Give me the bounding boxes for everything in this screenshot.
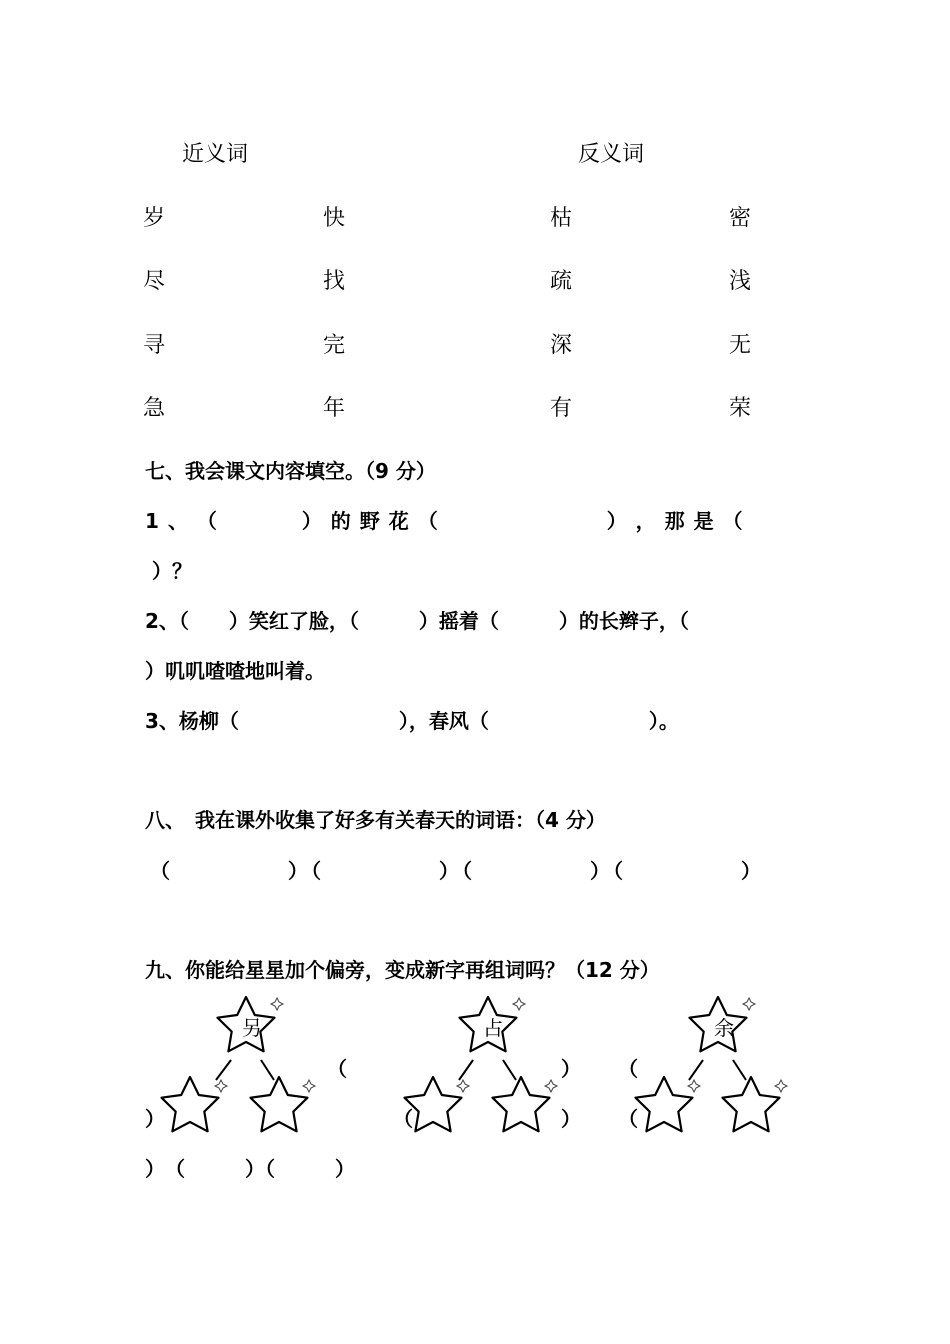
section9-bottom-blanks: ） （ ）（ ） xyxy=(145,1157,355,1181)
star-diagram-1 xyxy=(162,997,316,1131)
star-icon xyxy=(251,1077,308,1131)
star-icon xyxy=(493,1077,550,1131)
answer-paren-close: ） xyxy=(145,1107,165,1131)
branch-line xyxy=(261,1060,274,1080)
branch-line xyxy=(733,1060,746,1080)
star-icon xyxy=(162,1077,219,1131)
antonym-word: 荣 xyxy=(729,396,752,421)
star-character: 余 xyxy=(714,1016,734,1040)
sparkle-icon xyxy=(545,1080,557,1092)
section7-title: 七、我会课文内容填空。（9 分） xyxy=(145,459,436,483)
antonym-header: 反义词 xyxy=(578,142,645,167)
branch-line xyxy=(689,1060,703,1080)
star-diagram-2 xyxy=(405,997,558,1131)
answer-paren-open: （ xyxy=(618,1107,638,1131)
section9-title: 九、你能给星星加个偏旁，变成新字再组词吗？（12 分） xyxy=(145,958,660,982)
antonym-word: 枯 xyxy=(550,206,573,231)
sparkle-icon xyxy=(271,998,283,1010)
answer-paren-open: （ xyxy=(327,1057,347,1081)
question-3-line: 3、杨柳（ ），春风（ ）。 xyxy=(145,709,679,733)
section8-blanks: （ ）（ ）（ ）（ ） xyxy=(150,859,764,883)
question-2-line-2: ）叽叽喳喳地叫着。 xyxy=(145,659,325,683)
question-1-line-2: ）？ xyxy=(152,559,192,583)
star-character: 另 xyxy=(242,1016,262,1040)
antonym-word: 浅 xyxy=(729,269,752,294)
question-2-line-1: 2、（ ）笑红了脸，（ ）摇着（ ）的长辫子，（ xyxy=(145,609,689,633)
synonym-word: 寻 xyxy=(143,333,166,358)
sparkle-icon xyxy=(215,1080,227,1092)
answer-paren-open: （ xyxy=(618,1057,638,1081)
synonym-word: 岁 xyxy=(143,206,166,231)
synonym-word: 年 xyxy=(323,396,346,421)
synonym-word: 完 xyxy=(323,333,346,358)
sparkle-icon xyxy=(775,1080,787,1092)
antonym-word: 深 xyxy=(550,333,573,358)
star-character: 占 xyxy=(483,1016,503,1040)
star-diagram-3 xyxy=(636,997,788,1131)
sparkle-icon xyxy=(513,998,525,1010)
sparkle-icon xyxy=(743,998,755,1010)
synonym-word: 急 xyxy=(143,396,166,421)
section8-title: 八、 我在课外收集了好多有关春天的词语：（4 分） xyxy=(145,808,606,832)
answer-paren-close: ） xyxy=(561,1107,581,1131)
branch-line xyxy=(216,1060,231,1080)
synonym-word: 找 xyxy=(323,269,346,294)
question-1-line-1: 1 、 （ ） 的 野 花 （ ） ， 那 是 （ xyxy=(145,509,744,533)
antonym-word: 密 xyxy=(729,206,752,231)
star-icon xyxy=(405,1077,462,1131)
star-icon xyxy=(723,1077,780,1131)
answer-paren-close: ） xyxy=(561,1057,581,1081)
star-icon xyxy=(636,1077,693,1131)
branch-line xyxy=(503,1060,516,1080)
synonym-word: 尽 xyxy=(143,269,166,294)
antonym-word: 有 xyxy=(550,396,573,421)
antonym-word: 无 xyxy=(729,333,752,358)
sparkle-icon xyxy=(688,1080,700,1092)
sparkle-icon xyxy=(303,1080,315,1092)
sparkle-icon xyxy=(457,1080,469,1092)
branch-line xyxy=(459,1060,473,1080)
synonym-header: 近义词 xyxy=(182,142,249,167)
answer-paren-open: （ xyxy=(393,1107,413,1131)
synonym-word: 快 xyxy=(323,206,346,231)
antonym-word: 疏 xyxy=(550,269,573,294)
